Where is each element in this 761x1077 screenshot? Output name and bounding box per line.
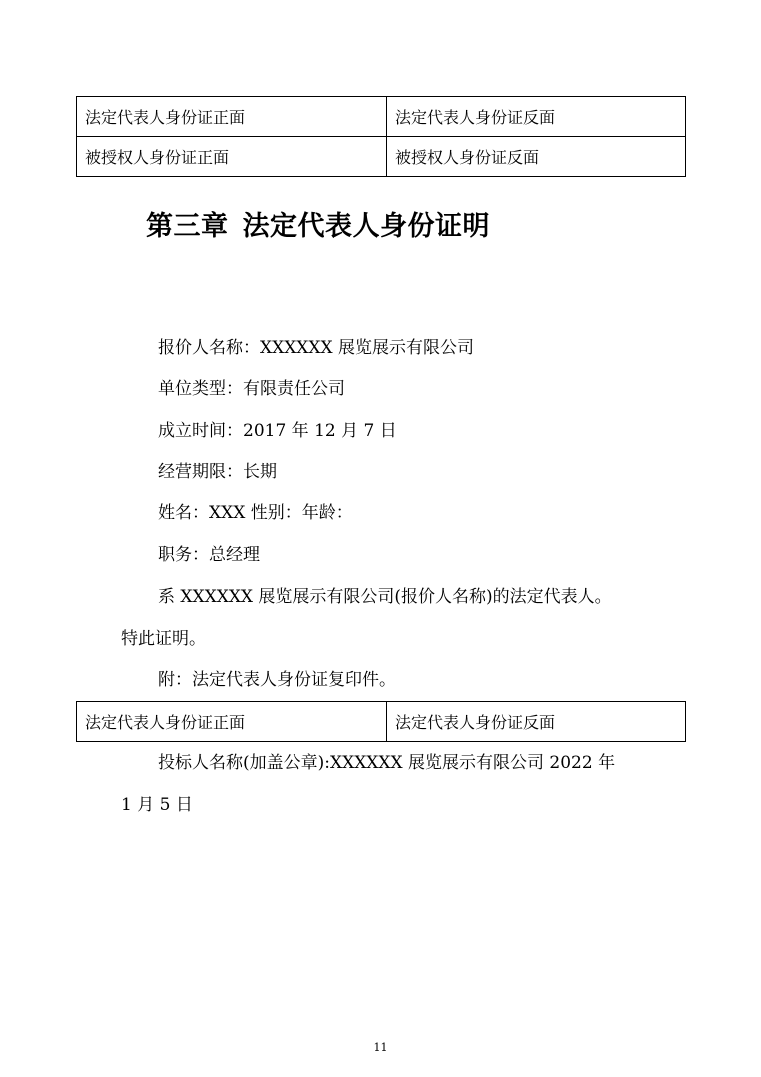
- person-line: 姓名：XXX 性别：年龄：: [158, 503, 353, 523]
- id-card-table-top: [76, 96, 686, 177]
- id-card-table-bottom: [76, 701, 686, 742]
- attachment-line: 附：法定代表人身份证复印件。: [158, 670, 396, 690]
- table-row: [77, 702, 686, 742]
- table-cell: 法定代表人身份证反面: [387, 702, 686, 742]
- position-line: 职务：总经理: [158, 545, 260, 565]
- table-row: [77, 137, 686, 177]
- table-cell: 被授权人身份证反面: [387, 137, 686, 177]
- company-type-line: 单位类型：有限责任公司: [158, 379, 345, 399]
- certification-line: 特此证明。: [121, 629, 206, 649]
- business-term-line: 经营期限：长期: [158, 462, 277, 482]
- table-cell: 被授权人身份证正面: [77, 137, 387, 177]
- signature-date: 1 月 5 日: [121, 795, 193, 815]
- page-number: 11: [373, 1041, 388, 1054]
- chapter-title: [146, 204, 490, 243]
- table-row: [77, 97, 686, 137]
- chapter-number: 第三章: [146, 211, 229, 242]
- table-cell: 法定代表人身份证正面: [77, 97, 387, 137]
- established-line: 成立时间：2017 年 12 月 7 日: [158, 421, 397, 441]
- statement-line: 系 XXXXXX 展览展示有限公司(报价人名称)的法定代表人。: [158, 587, 612, 607]
- signature-line: 投标人名称(加盖公章):XXXXXX 展览展示有限公司 2022 年: [158, 753, 616, 773]
- table-cell: 法定代表人身份证正面: [77, 702, 387, 742]
- table-cell: 法定代表人身份证反面: [387, 97, 686, 137]
- bidder-name-line: 报价人名称：XXXXXX 展览展示有限公司: [158, 338, 475, 358]
- chapter-heading: 法定代表人身份证明: [242, 211, 490, 242]
